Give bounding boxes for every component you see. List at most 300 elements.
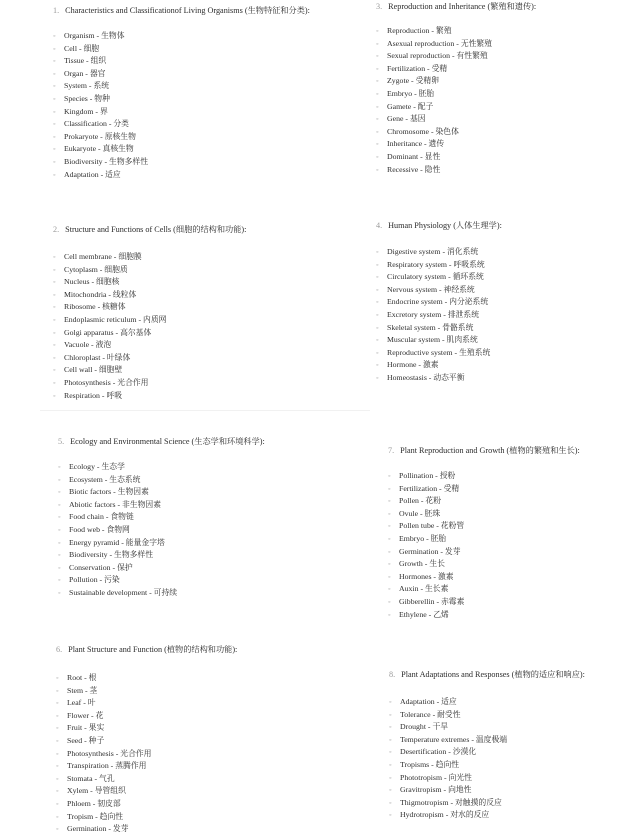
- bullet-icon: ◦: [56, 762, 59, 771]
- bullet-icon: ◦: [376, 336, 379, 345]
- term-text: Tolerance - 耐受性: [400, 709, 461, 719]
- bullet-icon: ◦: [376, 248, 379, 256]
- term-text: Ovule - 胚珠: [399, 508, 441, 518]
- bullet-icon: ◦: [376, 27, 379, 35]
- list-item: [53, 264, 246, 277]
- list-item: [53, 93, 310, 106]
- term-text: Biodiversity - 生物多样性: [64, 156, 149, 166]
- bullet-icon: ◦: [389, 798, 392, 807]
- list-item: [376, 88, 536, 101]
- bullet-icon: ◦: [388, 610, 391, 619]
- bullet-icon: ◦: [389, 760, 392, 769]
- term-text: Zygote - 受精卵: [387, 76, 439, 86]
- section-number: 8.: [389, 670, 396, 679]
- bullet-icon: ◦: [56, 825, 59, 834]
- list-item: [388, 558, 580, 571]
- term-text: Desertification - 沙漠化: [400, 747, 477, 757]
- term-text: Ecology - 生态学: [69, 462, 125, 471]
- term-text: Fertilization - 受精: [399, 483, 460, 493]
- list-item: [53, 156, 310, 169]
- section-number: 2.: [53, 225, 60, 234]
- list-item: [389, 809, 585, 822]
- bullet-icon: ◦: [53, 157, 56, 166]
- bullet-icon: ◦: [376, 52, 379, 61]
- list-item: [53, 80, 310, 93]
- list-item: [56, 672, 237, 685]
- section-title: Structure and Functions of Cells (细胞的结构和功能):: [65, 225, 247, 234]
- list-item: [376, 101, 536, 114]
- term-text: Gamete - 配子: [387, 101, 434, 111]
- section-title: Reproduction and Inheritance (繁殖和遗传):: [388, 2, 537, 11]
- list-item: [376, 164, 536, 177]
- list-item: [58, 524, 265, 537]
- term-text: Kingdom - 界: [64, 106, 108, 116]
- section-title: Human Physiology (人体生理学):: [388, 221, 502, 230]
- bullet-icon: ◦: [388, 572, 391, 581]
- term-text: Transpiration - 蒸腾作用: [67, 761, 147, 771]
- bullet-icon: ◦: [388, 472, 391, 480]
- list-item: [53, 43, 310, 56]
- term-text: Skeletal system - 骨骼系统: [387, 322, 474, 332]
- term-list: [389, 696, 585, 822]
- term-text: Pollination - 授粉: [399, 471, 456, 480]
- section-heading: [53, 5, 310, 16]
- list-item: [388, 583, 580, 596]
- list-item: [376, 271, 502, 284]
- term-text: Xylem - 导管组织: [67, 786, 126, 796]
- list-item: [53, 131, 310, 144]
- section-title: Ecology and Environmental Science (生态学和环境科学):: [70, 437, 265, 446]
- section-number: 4.: [376, 221, 383, 230]
- bullet-icon: ◦: [53, 69, 56, 78]
- bullet-icon: ◦: [58, 525, 61, 534]
- bullet-icon: ◦: [56, 736, 59, 745]
- section-heading: [376, 220, 502, 231]
- list-item: [389, 734, 585, 747]
- term-text: Germination - 发芽: [67, 824, 129, 834]
- section-heading: [388, 445, 580, 456]
- bullet-icon: ◦: [58, 563, 61, 572]
- list-item: [376, 75, 536, 88]
- term-text: Respiration - 呼吸: [64, 390, 123, 400]
- section-heading: [58, 436, 265, 447]
- list-item: [56, 748, 237, 761]
- term-text: Pollution - 污染: [69, 575, 120, 585]
- bullet-icon: ◦: [53, 290, 56, 299]
- term-text: Stomata - 气孔: [67, 773, 115, 783]
- bullet-icon: ◦: [58, 500, 61, 509]
- list-item: [53, 118, 310, 131]
- list-item: [376, 322, 502, 335]
- term-text: Golgi apparatus - 高尔基体: [64, 327, 152, 337]
- list-item: [56, 811, 237, 824]
- bullet-icon: ◦: [388, 597, 391, 606]
- bullet-icon: ◦: [53, 132, 56, 141]
- bullet-icon: ◦: [53, 82, 56, 91]
- term-list: [58, 461, 265, 600]
- term-text: Chloroplast - 叶绿体: [64, 352, 131, 362]
- term-list: [388, 470, 580, 621]
- list-item: [376, 372, 502, 385]
- section-number: 3.: [376, 2, 383, 11]
- list-item: [56, 735, 237, 748]
- list-item: [53, 339, 246, 352]
- list-item: [58, 574, 265, 587]
- term-text: Hormone - 激素: [387, 360, 439, 370]
- bullet-icon: ◦: [376, 152, 379, 161]
- list-item: [376, 296, 502, 309]
- term-text: Gibberellin - 赤霉素: [399, 596, 465, 606]
- bullet-icon: ◦: [376, 310, 379, 319]
- list-item: [376, 25, 536, 38]
- list-item: [389, 696, 585, 709]
- list-item: [388, 609, 580, 622]
- bullet-icon: ◦: [376, 285, 379, 294]
- list-item: [388, 596, 580, 609]
- bullet-icon: ◦: [53, 378, 56, 387]
- term-text: Cell - 细胞: [64, 43, 100, 53]
- list-item: [58, 486, 265, 499]
- section-number: 5.: [58, 437, 65, 446]
- list-item: [376, 151, 536, 164]
- term-text: Abiotic factors - 非生物因素: [69, 499, 162, 509]
- bullet-icon: ◦: [53, 145, 56, 154]
- list-item: [376, 359, 502, 372]
- term-text: Circulatory system - 循环系统: [387, 272, 484, 282]
- bullet-icon: ◦: [388, 560, 391, 569]
- bullet-icon: ◦: [376, 361, 379, 370]
- term-text: Respiratory system - 呼吸系统: [387, 259, 485, 269]
- bullet-icon: ◦: [53, 57, 56, 66]
- section-number: 1.: [53, 6, 60, 15]
- list-item: [389, 721, 585, 734]
- term-text: Endocrine system - 内分泌系统: [387, 297, 489, 307]
- section-ecology: [58, 436, 265, 600]
- term-text: Reproductive system - 生殖系统: [387, 347, 491, 357]
- bullet-icon: ◦: [53, 303, 56, 312]
- term-text: Tropisms - 趋向性: [400, 759, 460, 769]
- list-item: [53, 301, 246, 314]
- term-text: Muscular system - 肌肉系统: [387, 335, 478, 345]
- term-text: Chromosome - 染色体: [387, 126, 459, 136]
- term-text: Energy pyramid - 能量金字塔: [69, 537, 165, 547]
- term-text: Digestive system - 消化系统: [387, 247, 479, 256]
- bullet-icon: ◦: [388, 509, 391, 518]
- bullet-icon: ◦: [56, 686, 59, 695]
- term-text: Phototropism - 向光性: [400, 772, 472, 782]
- section-number: 6.: [56, 645, 63, 654]
- list-item: [53, 352, 246, 365]
- list-item: [53, 169, 310, 182]
- term-text: Organ - 器官: [64, 68, 106, 78]
- bullet-icon: ◦: [53, 44, 56, 53]
- list-item: [58, 562, 265, 575]
- bullet-icon: ◦: [388, 522, 391, 531]
- list-item: [56, 760, 237, 773]
- list-item: [376, 113, 536, 126]
- list-item: [58, 474, 265, 487]
- term-text: Eukaryote - 真核生物: [64, 144, 134, 154]
- term-text: Sexual reproduction - 有性繁殖: [387, 51, 488, 61]
- section-reproduction-inheritance: [376, 1, 536, 176]
- bullet-icon: ◦: [389, 748, 392, 757]
- term-text: System - 系统: [64, 81, 110, 91]
- term-text: Adaptation - 适应: [64, 169, 121, 179]
- term-text: Pollen - 花粉: [399, 496, 442, 506]
- list-item: [388, 483, 580, 496]
- bullet-icon: ◦: [53, 366, 56, 375]
- section-number: 7.: [388, 446, 395, 455]
- term-text: Photosynthesis - 光合作用: [67, 748, 152, 758]
- list-item: [376, 309, 502, 322]
- term-text: Embryo - 胚胎: [387, 88, 435, 98]
- list-item: [58, 587, 265, 600]
- list-item: [376, 63, 536, 76]
- section-living-organisms: [53, 5, 310, 181]
- term-text: Homeostasis - 动态平衡: [387, 372, 465, 382]
- bullet-icon: ◦: [376, 127, 379, 136]
- list-item: [58, 511, 265, 524]
- bullet-icon: ◦: [376, 323, 379, 332]
- term-text: Ribosome - 核糖体: [64, 302, 126, 312]
- term-text: Mitochondria - 线粒体: [64, 289, 137, 299]
- bullet-icon: ◦: [53, 353, 56, 362]
- term-text: Stem - 茎: [67, 685, 98, 695]
- bullet-icon: ◦: [58, 475, 61, 484]
- bullet-icon: ◦: [56, 699, 59, 708]
- term-text: Reproduction - 繁殖: [387, 26, 452, 35]
- term-text: Thigmotropism - 对触摸的反应: [400, 797, 502, 807]
- bullet-icon: ◦: [376, 373, 379, 382]
- bullet-icon: ◦: [376, 260, 379, 269]
- term-text: Biotic factors - 生物因素: [69, 487, 149, 497]
- list-item: [53, 377, 246, 390]
- list-item: [388, 533, 580, 546]
- bullet-icon: ◦: [53, 120, 56, 129]
- list-item: [56, 823, 237, 836]
- list-item: [53, 251, 246, 264]
- section-plant-structure: [56, 644, 237, 836]
- term-text: Biodiversity - 生物多样性: [69, 550, 154, 560]
- term-text: Auxin - 生长素: [399, 584, 449, 594]
- list-item: [376, 50, 536, 63]
- divider: [40, 410, 370, 411]
- section-heading: [389, 669, 585, 680]
- bullet-icon: ◦: [56, 774, 59, 783]
- list-item: [389, 759, 585, 772]
- term-text: Species - 物种: [64, 93, 110, 103]
- term-text: Dominant - 显性: [387, 151, 441, 161]
- term-text: Hydrotropism - 对水的反应: [400, 810, 490, 820]
- section-cell-structure: [53, 224, 246, 402]
- list-item: [58, 537, 265, 550]
- list-item: [376, 347, 502, 360]
- bullet-icon: ◦: [376, 165, 379, 174]
- term-text: Temperature extremes - 温度极端: [400, 734, 508, 744]
- section-heading: [56, 644, 237, 655]
- section-plant-reproduction: [388, 445, 580, 621]
- term-text: Root - 根: [67, 673, 97, 682]
- bullet-icon: ◦: [56, 749, 59, 758]
- term-text: Hormones - 激素: [399, 571, 454, 581]
- bullet-icon: ◦: [53, 391, 56, 400]
- list-item: [388, 508, 580, 521]
- list-item: [376, 246, 502, 259]
- bullet-icon: ◦: [58, 463, 61, 471]
- term-text: Tropism - 趋向性: [67, 811, 124, 821]
- term-text: Conservation - 保护: [69, 562, 133, 572]
- bullet-icon: ◦: [376, 115, 379, 124]
- list-item: [53, 68, 310, 81]
- list-item: [56, 685, 237, 698]
- list-item: [53, 390, 246, 403]
- term-text: Sustainable development - 可持续: [69, 587, 178, 597]
- list-item: [56, 710, 237, 723]
- term-text: Flower - 花: [67, 710, 104, 720]
- section-title: Plant Structure and Function (植物的结构和功能):: [68, 645, 238, 654]
- list-item: [56, 773, 237, 786]
- term-text: Fruit - 果实: [67, 723, 105, 733]
- bullet-icon: ◦: [58, 513, 61, 522]
- term-text: Leaf - 叶: [67, 698, 96, 708]
- list-item: [376, 334, 502, 347]
- bullet-icon: ◦: [376, 64, 379, 73]
- list-item: [56, 798, 237, 811]
- list-item: [389, 709, 585, 722]
- term-text: Ecosystem - 生态系统: [69, 474, 141, 484]
- term-text: Organism - 生物体: [64, 31, 125, 40]
- term-text: Gene - 基因: [387, 114, 426, 124]
- bullet-icon: ◦: [56, 711, 59, 720]
- list-item: [388, 520, 580, 533]
- term-list: [376, 246, 502, 385]
- bullet-icon: ◦: [56, 799, 59, 808]
- list-item: [53, 289, 246, 302]
- term-text: Cytoplasm - 细胞质: [64, 264, 128, 274]
- list-item: [389, 784, 585, 797]
- bullet-icon: ◦: [58, 576, 61, 585]
- bullet-icon: ◦: [53, 278, 56, 287]
- list-item: [53, 55, 310, 68]
- bullet-icon: ◦: [58, 538, 61, 547]
- bullet-icon: ◦: [376, 273, 379, 282]
- term-text: Adaptation - 适应: [400, 697, 457, 706]
- list-item: [58, 549, 265, 562]
- term-list: [53, 30, 310, 181]
- term-text: Asexual reproduction - 无性繁殖: [387, 38, 493, 48]
- bullet-icon: ◦: [53, 328, 56, 337]
- term-text: Prokaryote - 原核生物: [64, 131, 136, 141]
- term-text: Phloem - 韧皮部: [67, 798, 121, 808]
- term-text: Food chain - 食物链: [69, 512, 134, 522]
- list-item: [56, 785, 237, 798]
- bullet-icon: ◦: [389, 723, 392, 732]
- list-item: [53, 314, 246, 327]
- term-text: Vacuole - 液泡: [64, 340, 112, 350]
- bullet-icon: ◦: [389, 735, 392, 744]
- bullet-icon: ◦: [389, 710, 392, 719]
- term-text: Growth - 生长: [399, 559, 445, 569]
- term-text: Seed - 种子: [67, 735, 105, 745]
- list-item: [388, 571, 580, 584]
- term-text: Endoplasmic reticulum - 内质网: [64, 314, 167, 324]
- list-item: [388, 546, 580, 559]
- term-text: Gravitropism - 向地性: [400, 785, 472, 795]
- bullet-icon: ◦: [53, 315, 56, 324]
- term-text: Excretory system - 排泄系统: [387, 309, 480, 319]
- list-item: [376, 284, 502, 297]
- bullet-icon: ◦: [58, 488, 61, 497]
- bullet-icon: ◦: [58, 588, 61, 597]
- bullet-icon: ◦: [376, 39, 379, 48]
- term-text: Nervous system - 神经系统: [387, 284, 475, 294]
- bullet-icon: ◦: [389, 698, 392, 706]
- term-text: Inheritance - 遗传: [387, 139, 445, 149]
- section-title: Characteristics and Classificationof Living Organisms (生物特征和分类):: [65, 6, 310, 15]
- list-item: [56, 697, 237, 710]
- list-item: [58, 461, 265, 474]
- term-text: Nucleus - 细胞核: [64, 277, 120, 287]
- section-human-physiology: [376, 220, 502, 385]
- term-text: Ethylene - 乙烯: [399, 609, 449, 619]
- list-item: [53, 364, 246, 377]
- list-item: [53, 276, 246, 289]
- bullet-icon: ◦: [56, 674, 59, 682]
- bullet-icon: ◦: [58, 551, 61, 560]
- section-title: Plant Reproduction and Growth (植物的繁殖和生长):: [400, 446, 580, 455]
- list-item: [389, 797, 585, 810]
- bullet-icon: ◦: [53, 253, 56, 261]
- term-list: [56, 672, 237, 836]
- list-item: [56, 722, 237, 735]
- section-title: Plant Adaptations and Responses (植物的适应和响应):: [401, 670, 585, 679]
- bullet-icon: ◦: [53, 170, 56, 179]
- term-text: Classification - 分类: [64, 119, 129, 129]
- section-heading: [376, 1, 536, 12]
- term-text: Pollen tube - 花粉管: [399, 521, 465, 531]
- list-item: [58, 499, 265, 512]
- bullet-icon: ◦: [56, 812, 59, 821]
- list-item: [53, 143, 310, 156]
- list-item: [388, 495, 580, 508]
- bullet-icon: ◦: [53, 341, 56, 350]
- bullet-icon: ◦: [376, 298, 379, 307]
- term-list: [376, 25, 536, 176]
- term-text: Drought - 干旱: [400, 722, 449, 732]
- bullet-icon: ◦: [53, 94, 56, 103]
- bullet-icon: ◦: [376, 348, 379, 357]
- term-text: Cell wall - 细胞壁: [64, 365, 123, 375]
- bullet-icon: ◦: [376, 102, 379, 111]
- bullet-icon: ◦: [376, 89, 379, 98]
- term-text: Germination - 发芽: [399, 546, 461, 556]
- bullet-icon: ◦: [389, 786, 392, 795]
- term-text: Recessive - 隐性: [387, 164, 441, 174]
- bullet-icon: ◦: [388, 534, 391, 543]
- section-heading: [53, 224, 246, 235]
- term-text: Cell membrane - 细胞膜: [64, 252, 142, 261]
- list-item: [53, 327, 246, 340]
- bullet-icon: ◦: [388, 484, 391, 493]
- term-text: Photosynthesis - 光合作用: [64, 377, 149, 387]
- bullet-icon: ◦: [53, 265, 56, 274]
- bullet-icon: ◦: [376, 77, 379, 86]
- list-item: [376, 126, 536, 139]
- list-item: [389, 772, 585, 785]
- bullet-icon: ◦: [53, 32, 56, 40]
- bullet-icon: ◦: [388, 497, 391, 506]
- bullet-icon: ◦: [53, 107, 56, 116]
